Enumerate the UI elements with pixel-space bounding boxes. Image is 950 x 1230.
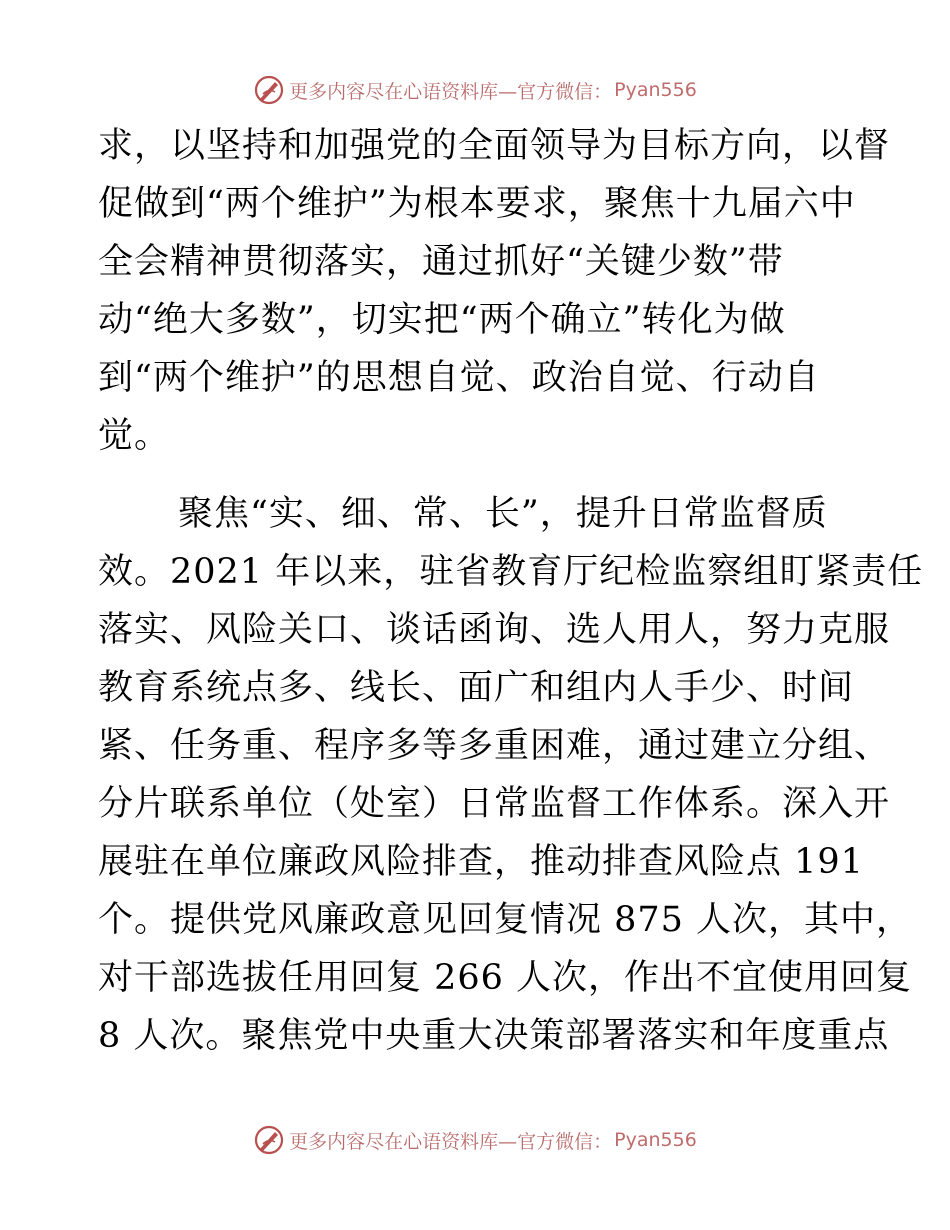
text-line: 对干部选拔任用回复 266 人次，作出不宜使用回复 (98, 958, 913, 998)
text-line: 落实、风险关口、谈话函询、选人用人，努力克服 (98, 610, 891, 650)
paragraph-2 (98, 485, 924, 1065)
text-line: 动“绝大多数”，切实把“两个确立”转化为做 (98, 300, 786, 340)
watermark-wechat-id: Pyan556 (614, 1129, 697, 1151)
text-line: 紧、任务重、程序多等多重困难，通过建立分组、 (98, 726, 891, 766)
text-line: 觉。 (98, 416, 171, 456)
text-line: 求，以坚持和加强党的全面领导为目标方向，以督 (98, 126, 891, 166)
text-line: 全会精神贯彻落实，通过抓好“关键少数”带 (98, 242, 784, 282)
text-line: 展驻在单位廉政风险排查，推动排查风险点 191 (98, 842, 864, 882)
text-line: 8 人次。聚焦党中央重大决策部署落实和年度重点 (98, 1016, 890, 1056)
pen-seal-icon (253, 1124, 285, 1156)
footer-watermark (0, 1120, 950, 1160)
text-line: 到“两个维护”的思想自觉、政治自觉、行动自 (98, 358, 820, 398)
text-line: 效。2021 年以来，驻省教育厅纪检监察组盯紧责任 (98, 552, 924, 592)
paragraph-1 (98, 117, 891, 465)
text-line: 教育系统点多、线长、面广和组内人手少、时间 (98, 668, 855, 708)
watermark-text: 更多内容尽在心语资料库—官方微信： (289, 1130, 613, 1153)
pen-seal-icon (253, 74, 285, 106)
text-line: 促做到“两个维护”为根本要求，聚焦十九届六中 (98, 184, 856, 224)
text-line: 聚焦“实、细、常、长”，提升日常监督质 (178, 494, 828, 534)
watermark-text: 更多内容尽在心语资料库—官方微信： (289, 80, 613, 103)
text-line: 分片联系单位（处室）日常监督工作体系。深入开 (98, 784, 891, 824)
text-line: 个。提供党风廉政意见回复情况 875 人次，其中， (98, 900, 913, 940)
watermark-wechat-id: Pyan556 (614, 79, 697, 101)
header-watermark (0, 70, 950, 110)
